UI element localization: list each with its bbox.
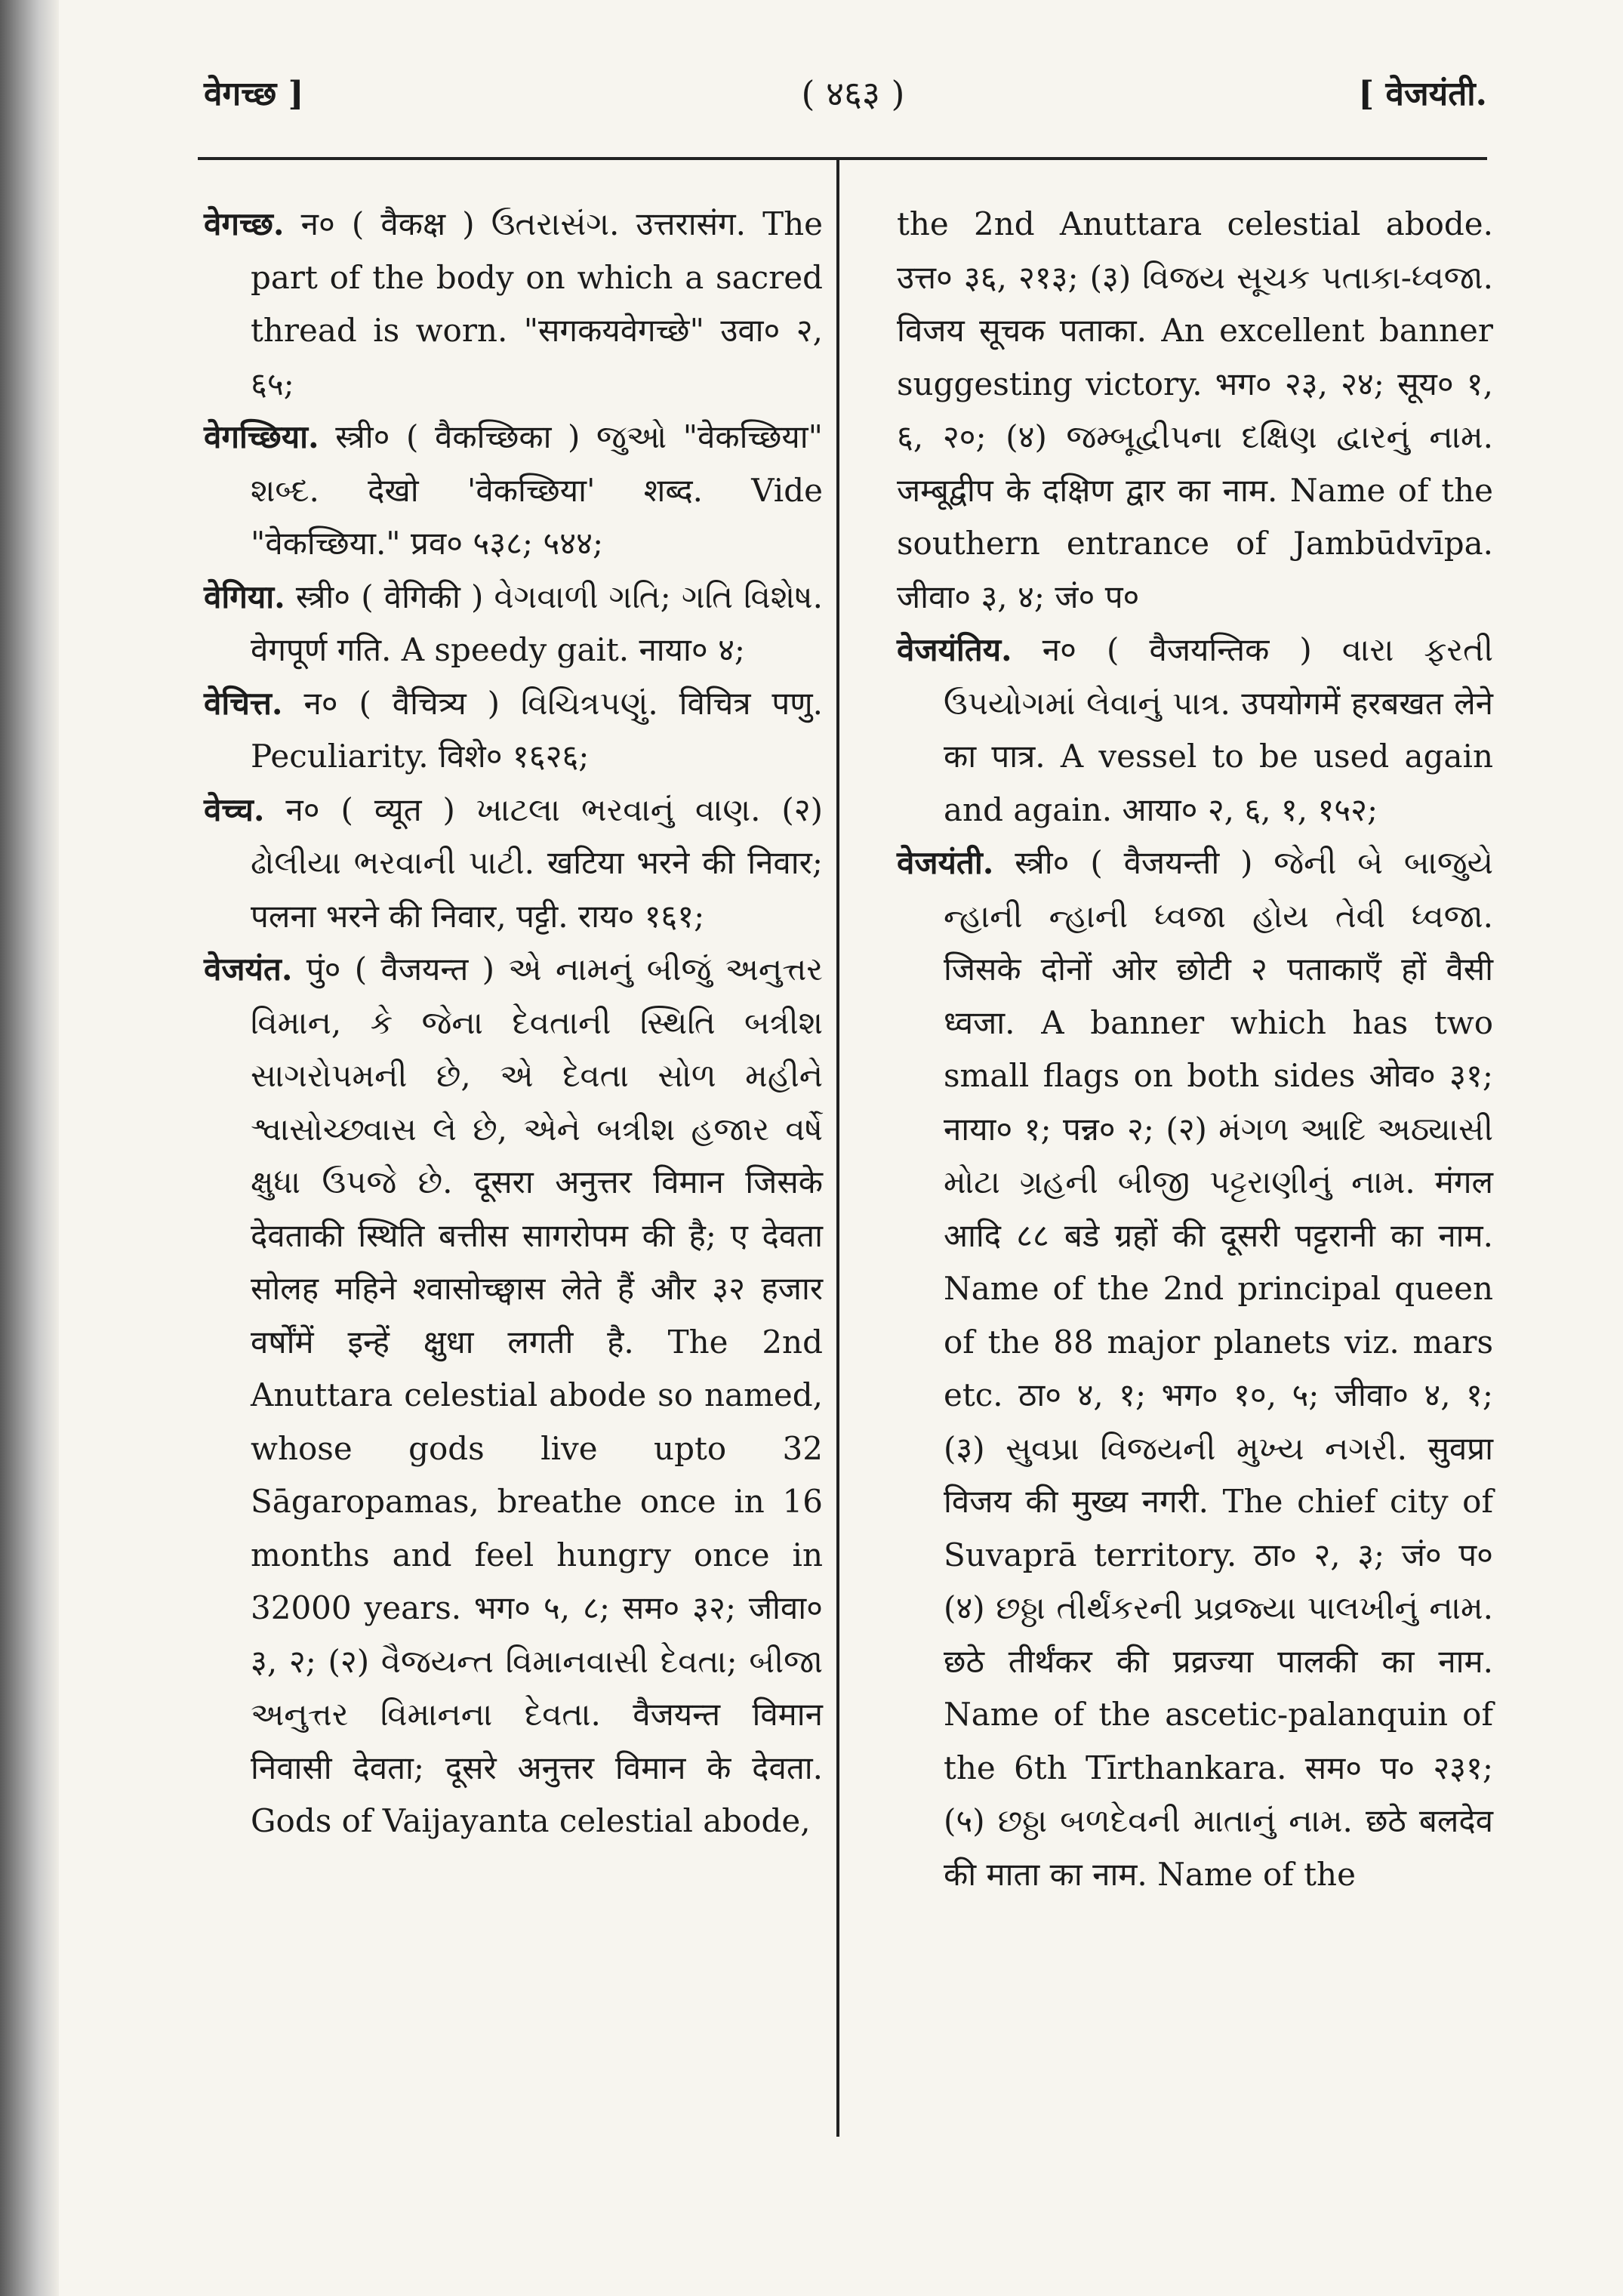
entry-text: स्त्री० ( वैजयन्ती ) જેની બે બાજુયે ન્હાની ન્હાની ધ્વજા હોય તેવી ધ્વજા. जिसके दोनों ओर छोटी २ पताकाएँ हों वैसी ध्वजा. A banner which has two small flags on both sides ओव० ३१; नाया० १; पन्न० २; (२) મંગળ આદિ અઠ્યાસી મોટા ગ્રહની બીજી પટ્ટરાણીનું નામ. मंगल आदि ८८ बडे ग्रहों की दूसरी पट्टरानी का नाम. Name of the 2nd principal queen of the 88 major planets viz. mars etc. ठा० ४, १; भग० १०, ५; जीवा० ४, १; (३) સુવપ્રા વિજયની મુખ્ય નગરી. सुवप्रा विजय की मुख्य नगरी. The chief city of Suvaprā territory. ठा० २, ३; जं० प० (४) છઠ્ઠા તીર્થંકરની પ્રવ્રજ્યા પાલખીનું નામ. छठे तीर्थंकर की प्रव्रज्या पालकी का नाम. Name of the ascetic-palanquin of the 6th Tīrthankara. सम० प० २३१; (५) છઠ્ઠા બળદેવની માતાનું નામ. छठे बलदेव की माता का नाम. Name of the xyxy=(944,844,1493,1893)
entry-text: स्त्री० ( वैकच्छिका ) જુઓ "वेकच्छिया" શબ્દ. देखो 'वेकच्छिया' शब्द. Vide "वेकच्छिया." प्रव० ५३८; ५४४; xyxy=(251,418,823,562)
dictionary-entry xyxy=(204,411,823,571)
entry-headword: वेगिया. xyxy=(204,578,285,615)
header-left-guide-word: वेगच्छ ] xyxy=(204,75,304,113)
left-column xyxy=(204,198,823,1848)
dictionary-entry xyxy=(897,837,1493,1901)
entry-headword: वेचित्त. xyxy=(204,684,283,722)
entry-text: न० ( व्यूत ) ખાટલા ભરવાનું વાણ. (२) ઢોલીયા ભરવાની પાટી. खटिया भरने की निवार; पलना भरने की निवार, पट्टी. राय० १६१; xyxy=(251,791,823,935)
dictionary-entry xyxy=(897,624,1493,837)
entry-text: the 2nd Anuttara celestial abode. उत्त० ३६, २१३; (३) વિજય સૂચક પતાકા-ધ્વજા. विजय सूचक पताका. An excellent banner suggesting victory. भग० २३, २४; सूय० १, ६, २०; (४) જમ્બૂદ્વીપના દક્ષિણ દ્વારનું નામ. जम्बूद्वीप के दक्षिण द्वार का नाम. Name of the southern entrance of Jambūdvīpa. जीवा० ३, ४; जं० प० xyxy=(897,205,1493,615)
dictionary-entry xyxy=(204,943,823,1848)
header-rule xyxy=(198,157,1487,160)
entry-text: न० ( वैकक्ष ) ઉતરાસંગ. उत्तरासंग. The part of the body on which a sacred thread is worn. "सगकयवेगच्छे" उवा० २, ६५; xyxy=(251,205,823,402)
entry-headword: वेजयंतिय. xyxy=(897,631,1012,668)
entry-headword: वेगच्छिया. xyxy=(204,418,319,455)
dictionary-entry xyxy=(204,198,823,411)
dictionary-entry xyxy=(204,571,823,677)
page-number: ( ४६३ ) xyxy=(801,73,905,114)
dictionary-entry xyxy=(204,677,823,784)
entry-headword: वेगच्छ. xyxy=(204,205,285,242)
right-column xyxy=(897,198,1493,1901)
entry-text: स्त्री० ( वेगिकी ) વેગવાળી ગતિ; ગતિ વિશેષ. वेगपूर्ण गति. A speedy gait. नाया० ४; xyxy=(251,578,823,668)
header-right-guide-word: [ वेजयंती. xyxy=(1358,75,1487,113)
column-divider xyxy=(836,159,839,2137)
page-header xyxy=(204,69,1487,130)
entry-headword: वेच्च. xyxy=(204,791,265,828)
entry-text: न० ( वैचित्र्य ) વિચિત્રપણું. विचित्र पणु. Peculiarity. विशे० १६२६; xyxy=(251,684,823,775)
dictionary-entry-continued xyxy=(897,198,1493,624)
dictionary-entry xyxy=(204,784,823,944)
entry-text: न० ( वैजयन्तिक ) વારા ફરતી ઉપયોગમાં લેવાનું પાત્ર. उपयोगमें हरबखत लेने का पात्र. A vessel to be used again and again. आया० २, ६, १, १५२; xyxy=(944,631,1493,828)
entry-headword: वेजयंती. xyxy=(897,844,994,881)
entry-text: पुं० ( वैजयन्त ) એ નામનું બીજું અનુત્તર વિમાન, કે જેના દેવતાની સ્થિતિ બત્રીશ સાગરોપમની છે, એ દેવતા સોળ મહીને શ્વાસોચ્છ્વાસ લે છે, એને બત્રીશ હજાર વર્ષે ક્ષુધા ઉપજે છે. दूसरा अनुत्तर विमान जिसके देवताकी स्थिति बत्तीस सागरोपम की है; ए देवता सोलह महिने श्वासोच्छ्वास लेते हैं और ३२ हजार वर्षोंमें इन्हें क्षुधा लगती है. The 2nd Anuttara celestial abode so named, whose gods live upto 32 Sāgaropamas, breathe once in 16 months and feel hungry once in 32000 years. भग० ५, ८; सम० ३२; जीवा० ३, २; (२) વૈજયન્ત વિમાનવાસી દેવતા; બીજા અનુત્તર વિમાનના દેવતા. वैजयन्त विमान निवासी देवता; दूसरे अनुत्तर विमान के देवता. Gods of Vaijayanta celestial abode, xyxy=(251,951,823,1839)
page-binding-shadow xyxy=(0,0,59,2296)
entry-headword: वेजयंत. xyxy=(204,951,293,988)
